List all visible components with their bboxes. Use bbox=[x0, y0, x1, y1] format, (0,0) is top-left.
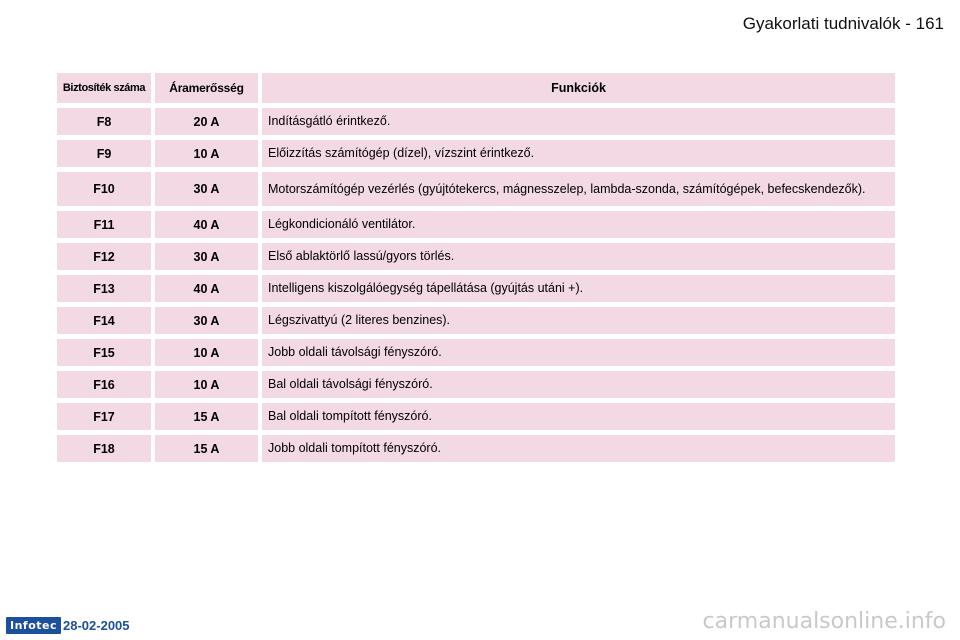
fuse-amperage: 20 A bbox=[155, 108, 258, 135]
header-amperage: Áramerősség bbox=[155, 73, 258, 103]
fuse-number: F8 bbox=[57, 108, 151, 135]
fuse-function: Légkondicionáló ventilátor. bbox=[262, 211, 895, 238]
table-row bbox=[57, 211, 895, 238]
table-row bbox=[57, 371, 895, 398]
fuse-amperage: 10 A bbox=[155, 371, 258, 398]
fuse-amperage: 40 A bbox=[155, 211, 258, 238]
fuse-amperage: 30 A bbox=[155, 172, 258, 206]
fuse-function: Motorszámítógép vezérlés (gyújtótekercs, mágnesszelep, lambda-szonda, számítógépek, befecskendezők). bbox=[262, 172, 895, 206]
fuse-amperage: 15 A bbox=[155, 435, 258, 462]
table-row bbox=[57, 243, 895, 270]
fuse-function: Indításgátló érintkező. bbox=[262, 108, 895, 135]
fuse-amperage: 10 A bbox=[155, 140, 258, 167]
fuse-amperage: 15 A bbox=[155, 403, 258, 430]
fuse-number: F17 bbox=[57, 403, 151, 430]
fuse-amperage: 10 A bbox=[155, 339, 258, 366]
table-row bbox=[57, 435, 895, 462]
fuse-table bbox=[53, 68, 899, 467]
watermark: carmanualsonline.info bbox=[702, 609, 946, 634]
table-header-row bbox=[57, 73, 895, 103]
header-functions: Funkciók bbox=[262, 73, 895, 103]
fuse-function: Intelligens kiszolgálóegység tápellátása (gyújtás utáni +). bbox=[262, 275, 895, 302]
page-title: Gyakorlati tudnivalók - 161 bbox=[742, 14, 944, 33]
fuse-amperage: 30 A bbox=[155, 243, 258, 270]
header-fuse-number: Biztosíték száma bbox=[57, 73, 151, 103]
table-row bbox=[57, 275, 895, 302]
footer bbox=[6, 617, 130, 634]
fuse-number: F9 bbox=[57, 140, 151, 167]
table-row bbox=[57, 339, 895, 366]
fuse-function: Első ablaktörlő lassú/gyors törlés. bbox=[262, 243, 895, 270]
fuse-number: F18 bbox=[57, 435, 151, 462]
fuse-amperage: 30 A bbox=[155, 307, 258, 334]
fuse-number: F11 bbox=[57, 211, 151, 238]
table-row bbox=[57, 307, 895, 334]
table-row bbox=[57, 108, 895, 135]
table-row bbox=[57, 172, 895, 206]
fuse-number: F10 bbox=[57, 172, 151, 206]
fuse-number: F14 bbox=[57, 307, 151, 334]
fuse-number: F13 bbox=[57, 275, 151, 302]
fuse-number: F16 bbox=[57, 371, 151, 398]
infotec-logo: Infotec bbox=[6, 617, 61, 634]
table-row bbox=[57, 403, 895, 430]
fuse-function: Légszivattyú (2 literes benzines). bbox=[262, 307, 895, 334]
fuse-function: Bal oldali tompított fényszóró. bbox=[262, 403, 895, 430]
fuse-number: F15 bbox=[57, 339, 151, 366]
fuse-function: Jobb oldali távolsági fényszóró. bbox=[262, 339, 895, 366]
fuse-function: Előizzítás számítógép (dízel), vízszint érintkező. bbox=[262, 140, 895, 167]
footer-date: 28-02-2005 bbox=[63, 618, 130, 633]
fuse-function: Bal oldali távolsági fényszóró. bbox=[262, 371, 895, 398]
fuse-amperage: 40 A bbox=[155, 275, 258, 302]
table-row bbox=[57, 140, 895, 167]
fuse-function: Jobb oldali tompított fényszóró. bbox=[262, 435, 895, 462]
fuse-number: F12 bbox=[57, 243, 151, 270]
